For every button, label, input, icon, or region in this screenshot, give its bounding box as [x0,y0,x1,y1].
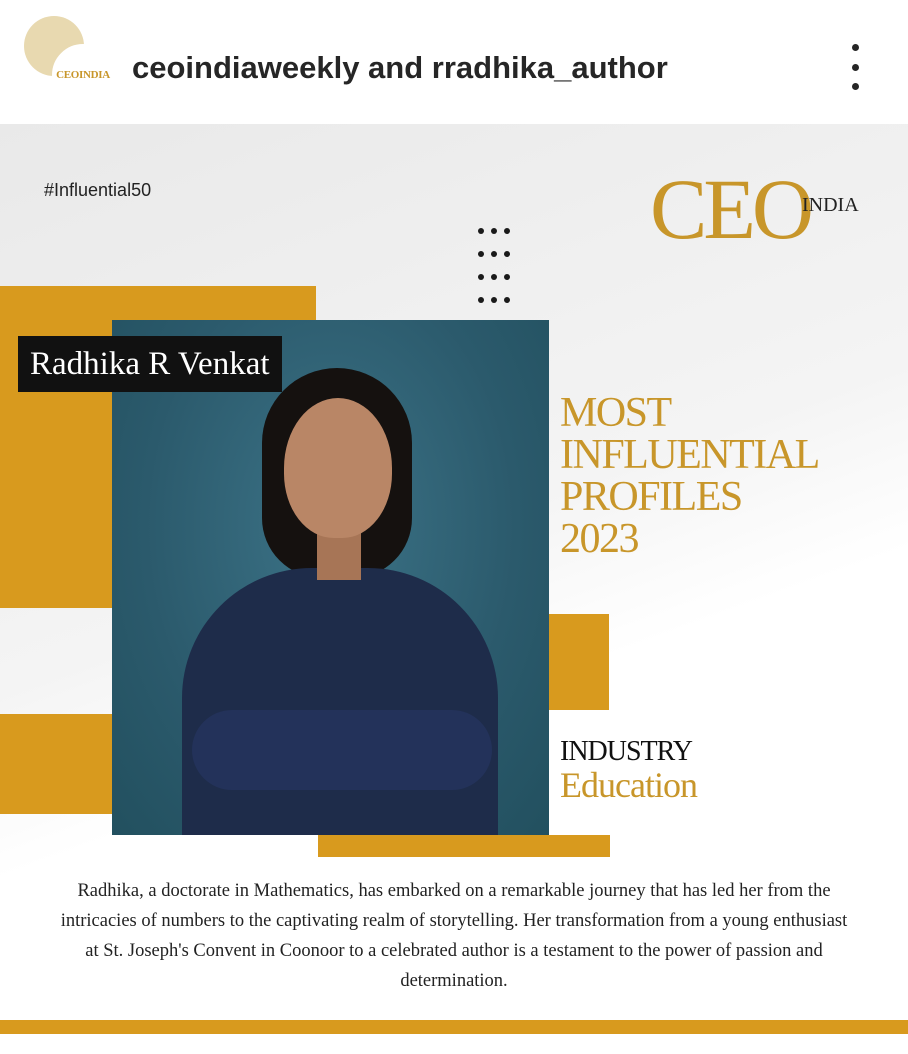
bottom-accent-bar [0,1020,908,1034]
headline-line: 2023 [560,516,638,562]
ceo-logo-sub: INDIA [802,194,859,216]
profile-description: Radhika, a doctorate in Mathematics, has embarked on a remarkable journey that has led her from the intricacies of numbers to the captivating realm of storytelling. Her transformation from a young enthusiast at St. Joseph's Convent in Coonoor to a celebrated author is a testament to the power of passion and determination. [60,881,848,991]
avatar-logo-text: CEOINDIA [56,69,110,81]
hashtag: #Influential50 [44,180,152,200]
accent-block [549,614,609,710]
avatar[interactable] [52,44,114,106]
industry-label: INDUSTRY [560,736,693,767]
post-image [0,124,908,1054]
accent-block [0,714,112,814]
post-usernames[interactable]: ceoindiaweekly and rradhika_author [132,50,668,85]
headline-line: PROFILES [560,474,742,520]
dot-grid-decoration [478,228,516,308]
more-options-icon[interactable] [842,44,868,90]
headline [560,392,819,560]
headline-line: INFLUENTIAL [560,432,819,478]
accent-block [318,835,610,857]
collab-avatars[interactable] [24,16,116,108]
profile-name: Radhika R Venkat [18,336,282,392]
ceo-logo: CEO [650,161,810,257]
accent-block [0,286,316,320]
profile-photo [112,320,549,835]
headline-line: MOST [560,390,671,436]
post-header [0,0,908,124]
industry-value: Education [560,765,697,805]
